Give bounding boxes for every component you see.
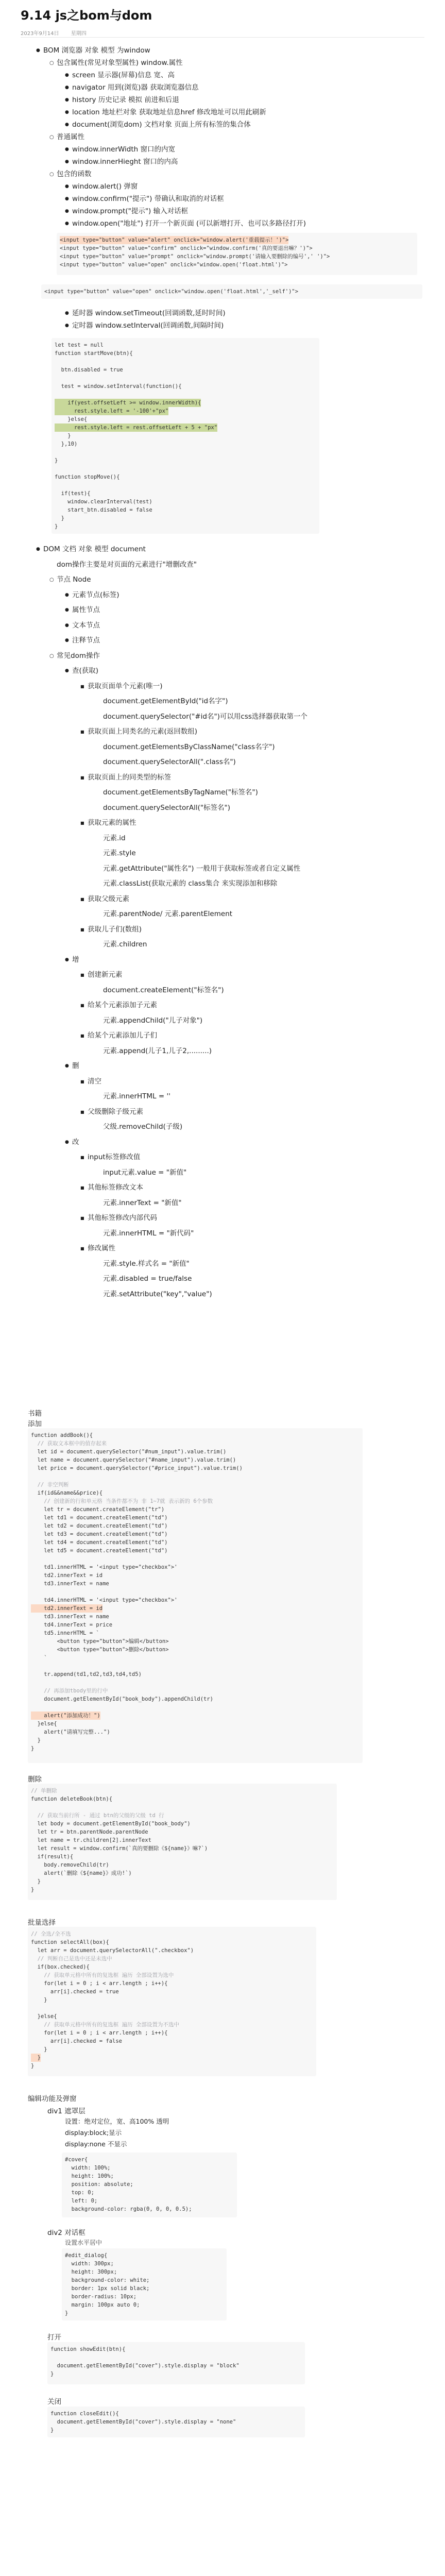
outline-item: 元素.classList(获取元素的 class集合 来实现添加和移除 <box>103 879 278 888</box>
code-line: window.clearInterval(test) <box>55 499 152 505</box>
code-block-window-buttons <box>57 233 417 275</box>
code-line: background-color: rgba(0, 0, 0, 0.5); <box>65 2206 192 2212</box>
code-line: arr[i].checked = false <box>31 2038 123 2044</box>
mask-note: display:block;显示 <box>65 2129 122 2137</box>
code-block-close-edit <box>47 2406 305 2437</box>
code-line: // 判断自己是选中还是未选中 <box>31 1956 112 1962</box>
code-line: } <box>31 1997 47 2003</box>
code-block-show-edit <box>47 2342 305 2384</box>
code-line: for(let i = 0 ; i < arr.length ; i++){ <box>31 1980 168 1987</box>
code-line: rest.style.left = '-100'+"px" <box>55 408 169 414</box>
outline-item: ● window.alert() 弹窗 <box>72 182 138 191</box>
title-divider <box>21 37 424 38</box>
code-line: document.getElementById("book_body").appendChild(tr) <box>31 1696 214 1702</box>
outline-item: ■ 清空 <box>88 1077 101 1086</box>
outline-item: input元素.value = "新值" <box>103 1168 187 1177</box>
outline-item: 父级.removeChild(子级) <box>103 1123 183 1131</box>
code-line: let td1 = document.createElement("td") <box>31 1515 168 1521</box>
code-block-select-all <box>28 1927 316 2076</box>
code-line: td4.innerHTML = '<input type="checkbox">' <box>31 1597 178 1603</box>
code-line: }else{ <box>31 1721 57 1727</box>
code-line: <input type="button" value="prompt" onclick="window.prompt('请输入要删除的编号',' ')"> <box>60 253 330 260</box>
outline-item: ○ 包含的函数 <box>57 170 92 179</box>
outline-item: ● 改 <box>72 1138 79 1147</box>
outline-item: ● location 地址栏对象 获取地址信息href 修改地址可以用此刷新 <box>72 108 266 117</box>
outline-item: ■ 获取元素的属性 <box>88 819 136 827</box>
code-line: td1.innerHTML = '<input type="checkbox">' <box>31 1564 178 1570</box>
outline-item: document.getElementsByClassName("class名字") <box>103 742 275 751</box>
code-line: }else{ <box>55 416 88 422</box>
code-line: // 单删除 <box>31 1788 57 1794</box>
label-edit: 编辑功能及弹窗 <box>28 2095 77 2103</box>
outline-item: 元素.id <box>103 834 126 842</box>
code-line: function closeEdit(){ <box>50 2411 119 2417</box>
code-line: #edit_dialog{ <box>65 2252 108 2259</box>
label-close: 关闭 <box>47 2398 61 2406</box>
code-line: } <box>50 2427 54 2433</box>
code-line: function showEdit(btn){ <box>50 2346 126 2352</box>
outline-item: ○ 普通属性 <box>57 133 84 142</box>
outline-item: ● screen 显示器(屏幕)信息 宽、高 <box>72 71 175 80</box>
outline-item: document.getElementById("id名字") <box>103 697 228 705</box>
code-line: } <box>55 515 64 521</box>
code-line: <input type="button" value="confirm" onclick="window.confirm('真的要退出嘛？')"> <box>60 245 313 251</box>
code-line: } <box>65 2310 69 2316</box>
code-line: let tr = document.createElement("tr") <box>31 1506 165 1513</box>
code-line: function deleteBook(btn){ <box>31 1796 113 1802</box>
outline-item: ● 注释节点 <box>72 636 100 645</box>
code-line: let tr = btn.parentNode.parentNode <box>31 1829 148 1835</box>
code-line: // 创建新的行和单元格 当条件都不为 非 1~7就 表示新的 6个参数 <box>31 1498 213 1504</box>
page-title: 9.14 js之bom与dom <box>21 8 152 23</box>
outline-item: ● window.confirm("提示") 带确认和取消的对话框 <box>72 195 224 204</box>
code-line: td3.innerText = name <box>31 1581 109 1587</box>
outline-item: 元素.style <box>103 849 136 857</box>
code-line: <input type="button" value="open" onclick="window.open('float.html','_self')"> <box>44 289 299 295</box>
code-line: if(id&&name&&price){ <box>31 1490 103 1496</box>
mask-note: 设置：绝对定位，宽、高100% 透明 <box>65 2117 169 2125</box>
outline-item: ● 文本节点 <box>72 621 100 630</box>
outline-item: ● navigator 用到(浏览)器 获取浏览器信息 <box>72 83 199 92</box>
outline-item: ■ 获取父级元素 <box>88 895 129 904</box>
outline-item: ● document(浏览dom) 文档对象 页面上所有标签的集合体 <box>72 121 251 129</box>
code-line: } <box>55 457 58 464</box>
outline-item: ● 定时器 window.setInterval(回调函数,间隔时间) <box>72 321 224 330</box>
outline-item: ■ 给某个元素添加儿子们 <box>88 1031 157 1040</box>
code-line: let price = document.querySelector("#price_input").value.trim() <box>31 1465 243 1471</box>
code-line: },10) <box>55 441 78 447</box>
outline-item: ■ 获取儿子们(数组) <box>88 925 142 934</box>
label-books: 书籍 <box>28 1410 42 1418</box>
label-open: 打开 <box>47 2333 61 2342</box>
outline-item: 元素.parentNode/ 元素.parentElement <box>103 910 233 918</box>
outline-item: ● 增 <box>72 956 79 964</box>
code-line: } <box>50 2371 54 2377</box>
outline-item: ● window.innerHieght 窗口的内高 <box>72 158 178 166</box>
code-line: function selectAll(box){ <box>31 1939 109 1945</box>
outline-item: document.querySelectorAll(".class名") <box>103 758 236 766</box>
code-line: #cover{ <box>65 2157 88 2163</box>
outline-item: ● history 历史记录 模拟 前进和后退 <box>72 96 179 105</box>
code-line: if(yest.offsetLeft >= window.innerWidth){ <box>55 400 201 406</box>
code-line: background-color: white; <box>65 2277 150 2283</box>
label-div2: div2 对话框 <box>47 2229 85 2237</box>
outline-item: ● 删 <box>72 1062 79 1071</box>
code-line: position: absolute; <box>65 2181 133 2188</box>
code-line: // 获取当前行所 - 通过 btn的父级的父级 td 行 <box>31 1812 164 1819</box>
code-line: function startMove(btn){ <box>55 350 133 357</box>
outline-item: 元素.append(儿子1,儿子2,.........) <box>103 1046 212 1055</box>
code-line: function addBook(){ <box>31 1432 93 1438</box>
code-line: <input type="button" value="alert" onclick="window.alert('重载提示！')"> <box>60 237 289 243</box>
outline-item: ● 元素节点(标签) <box>72 591 119 600</box>
code-line: } <box>55 433 71 439</box>
code-line: } <box>31 1878 41 1885</box>
outline-item: ■ 创建新元素 <box>88 971 123 979</box>
label-add: 添加 <box>28 1420 42 1428</box>
page-meta <box>21 29 97 37</box>
code-line: } <box>31 1745 35 1752</box>
meta-time: 星期四 <box>71 31 87 37</box>
code-line: // 非空判断 <box>31 1482 69 1488</box>
dialog-note: 设置水平居中 <box>65 2239 102 2246</box>
outline-item: document.querySelector("#id名")可以用css选择器获取第一个 <box>103 712 307 721</box>
code-line: btn.disabled = true <box>55 367 123 373</box>
label-div1: div1 遮罩层 <box>47 2107 85 2115</box>
code-line: width: 100%; <box>65 2165 111 2171</box>
code-line: rest.style.left = rest.offsetLeft + 5 + "px" <box>55 425 218 431</box>
outline-item: 元素.innerHTML = "新代码" <box>103 1229 194 1238</box>
outline-item: ■ 其他标签修改文本 <box>88 1183 143 1192</box>
outline-item: ○ 常见dom操作 <box>57 652 100 660</box>
code-line: ` <box>31 1655 47 1661</box>
code-line: let td3 = document.createElement("td") <box>31 1531 168 1537</box>
outline-item: 元素.disabled = true/false <box>103 1275 192 1283</box>
code-line: // 获取单元格中所有的复选框 遍历 全部设置为选中 <box>31 1972 174 1978</box>
outline-item: ■ 获取页面上同类名的元素(返回数组) <box>88 727 197 736</box>
code-line: td2.innerText = id <box>31 1572 103 1579</box>
code-line: let id = document.querySelector("#num_input").value.trim() <box>31 1449 227 1455</box>
code-line: document.getElementById("cover").style.display = "none" <box>50 2419 236 2425</box>
code-line: <button type="button">删除</button> <box>31 1647 169 1653</box>
code-line: let td2 = document.createElement("td") <box>31 1523 168 1529</box>
outline-item: ■ 获取页面上的同类型的标签 <box>88 773 171 782</box>
code-line: } <box>31 1887 35 1893</box>
code-line: if(test){ <box>55 490 91 497</box>
code-line: border-radius: 10px; <box>65 2294 137 2300</box>
code-line: }else{ <box>31 2013 57 2020</box>
code-line: // 获取单元格中所有的复选框 遍历 全部设置为不选中 <box>31 2022 179 2028</box>
outline-item: ■ 其他标签修改内部代码 <box>88 1214 157 1223</box>
code-block-cover-css <box>62 2153 237 2217</box>
outline-item: 元素.setAttribute("key","value") <box>103 1290 212 1298</box>
code-line: margin: 100px auto 0; <box>65 2302 140 2308</box>
code-line: let result = window.confirm(`真的要删除《${name}》嘛?`) <box>31 1845 208 1852</box>
outline-item: ● window.innerWidth 窗口的内宽 <box>72 145 175 154</box>
code-line: let test = null <box>55 342 104 348</box>
outline-item: ■ 修改属性 <box>88 1244 115 1253</box>
code-line: alert("请填写完整...") <box>31 1729 110 1735</box>
label-delete: 删除 <box>28 1775 42 1784</box>
code-line: } <box>55 523 58 530</box>
outline-item: 元素.style.样式名 = "新值" <box>103 1259 190 1268</box>
code-line: let arr = document.querySelectorAll(".checkbox") <box>31 1947 194 1954</box>
code-block-delete-book <box>28 1784 337 1900</box>
code-line: body.removeChild(tr) <box>31 1862 109 1868</box>
code-line: td5.innerHTML = ` <box>31 1630 99 1636</box>
code-line: let td4 = document.createElement("td") <box>31 1539 168 1546</box>
label-select: 批量选择 <box>28 1919 56 1927</box>
outline-item: 元素.children <box>103 940 147 948</box>
outline-item: ● window.prompt("提示") 输入对话框 <box>72 207 188 216</box>
code-line: // 全选/全不选 <box>31 1931 71 1937</box>
code-line: td4.innerText = price <box>31 1622 113 1628</box>
outline-item: ● window.open("地址") 打开一个新页面 (可以新增打开、也可以多路径打开) <box>72 219 306 228</box>
code-line: alert(`删除《${name}》成功!`) <box>31 1870 132 1876</box>
code-line: td2.innerText = id <box>31 1605 103 1612</box>
code-line: } <box>31 2063 35 2069</box>
outline-item: ● DOM 文档 对象 模型 document <box>43 545 146 554</box>
code-line: border: 1px solid black; <box>65 2285 150 2292</box>
code-line: let td5 = document.createElement("td") <box>31 1548 168 1554</box>
code-line: height: 300px; <box>65 2269 117 2275</box>
code-block-add-book <box>28 1428 363 1763</box>
outline-item: ■ 获取页面单个元素(唯一) <box>88 682 163 691</box>
outline-item: ● 属性节点 <box>72 606 100 615</box>
code-line: let name = document.querySelector("#name_input").value.trim() <box>31 1457 236 1463</box>
code-line: test = window.setInterval(function(){ <box>55 383 182 389</box>
code-line: height: 100%; <box>65 2173 114 2179</box>
outline-item: 元素.innerText = "新值" <box>103 1198 182 1207</box>
code-line: <button type="button">编辑</button> <box>31 1638 169 1645</box>
outline-item: dom操作主要是对页面的元素进行"增删改查" <box>57 560 197 569</box>
code-line: if(result){ <box>31 1854 74 1860</box>
code-line: top: 0; <box>65 2190 94 2196</box>
code-line: } <box>31 2055 41 2061</box>
code-line: function stopMove(){ <box>55 474 120 480</box>
outline-item: document.querySelectorAll("标签名") <box>103 803 231 812</box>
code-line: start_btn.disabled = false <box>55 507 152 513</box>
code-line: document.getElementById("cover").style.display = "block" <box>50 2363 239 2369</box>
outline-item: 元素.getAttribute("属性名") 一般用于获取标签或者自定义属性 <box>103 864 301 873</box>
code-block-timer <box>52 338 319 534</box>
meta-date: 2023年9月14日 <box>21 31 59 37</box>
outline-item: ■ input标签修改值 <box>88 1153 140 1162</box>
outline-item: ○ 包含属性(常见对象型属性) window.属性 <box>57 59 183 67</box>
code-line: // 再添加tbody里的行中 <box>31 1688 108 1694</box>
code-line: } <box>31 1737 41 1743</box>
code-line: let body = document.getElementById("book_body") <box>31 1821 191 1827</box>
code-line: arr[i].checked = true <box>31 1989 119 1995</box>
outline-item: ● BOM 浏览器 对象 模型 为window <box>43 46 150 55</box>
code-line: } <box>31 2046 47 2053</box>
code-line: left: 0; <box>65 2198 98 2204</box>
outline-item: ○ 节点 Node <box>57 575 91 584</box>
code-block-dialog-css <box>62 2248 227 2320</box>
code-line: for(let i = 0 ; i < arr.length ; i++){ <box>31 2030 168 2036</box>
code-line: width: 300px; <box>65 2261 114 2267</box>
outline-item: 元素.appendChild("儿子对象") <box>103 1016 203 1025</box>
outline-item: ■ 父级删除子级元素 <box>88 1108 143 1116</box>
code-line: let name = tr.children[2].innerText <box>31 1837 151 1843</box>
mask-note: display:none 不显示 <box>65 2140 127 2148</box>
outline-item: document.getElementsByTagName("标签名") <box>103 788 258 796</box>
outline-item: ■ 给某个元素添加子元素 <box>88 1001 157 1010</box>
code-line: if(box.checked){ <box>31 1964 90 1970</box>
code-line: alert("添加成功！") <box>31 1713 100 1719</box>
outline-item: 元素.innerHTML = '' <box>103 1092 170 1100</box>
code-line: // 获取文本框中的值存起来 <box>31 1440 107 1447</box>
code-line: <input type="button" value="open" onclick="window.open('float.html')"> <box>60 262 288 268</box>
outline-item: ● 延时器 window.setTimeout(回调函数,延时时间) <box>72 309 226 318</box>
code-block-open-self <box>41 284 422 299</box>
code-line: tr.append(td1,td2,td3,td4,td5) <box>31 1671 142 1677</box>
code-line: td3.innerText = name <box>31 1614 109 1620</box>
outline-item: document.createElement("标签名") <box>103 986 224 994</box>
outline-item: ● 查(获取) <box>72 667 98 675</box>
